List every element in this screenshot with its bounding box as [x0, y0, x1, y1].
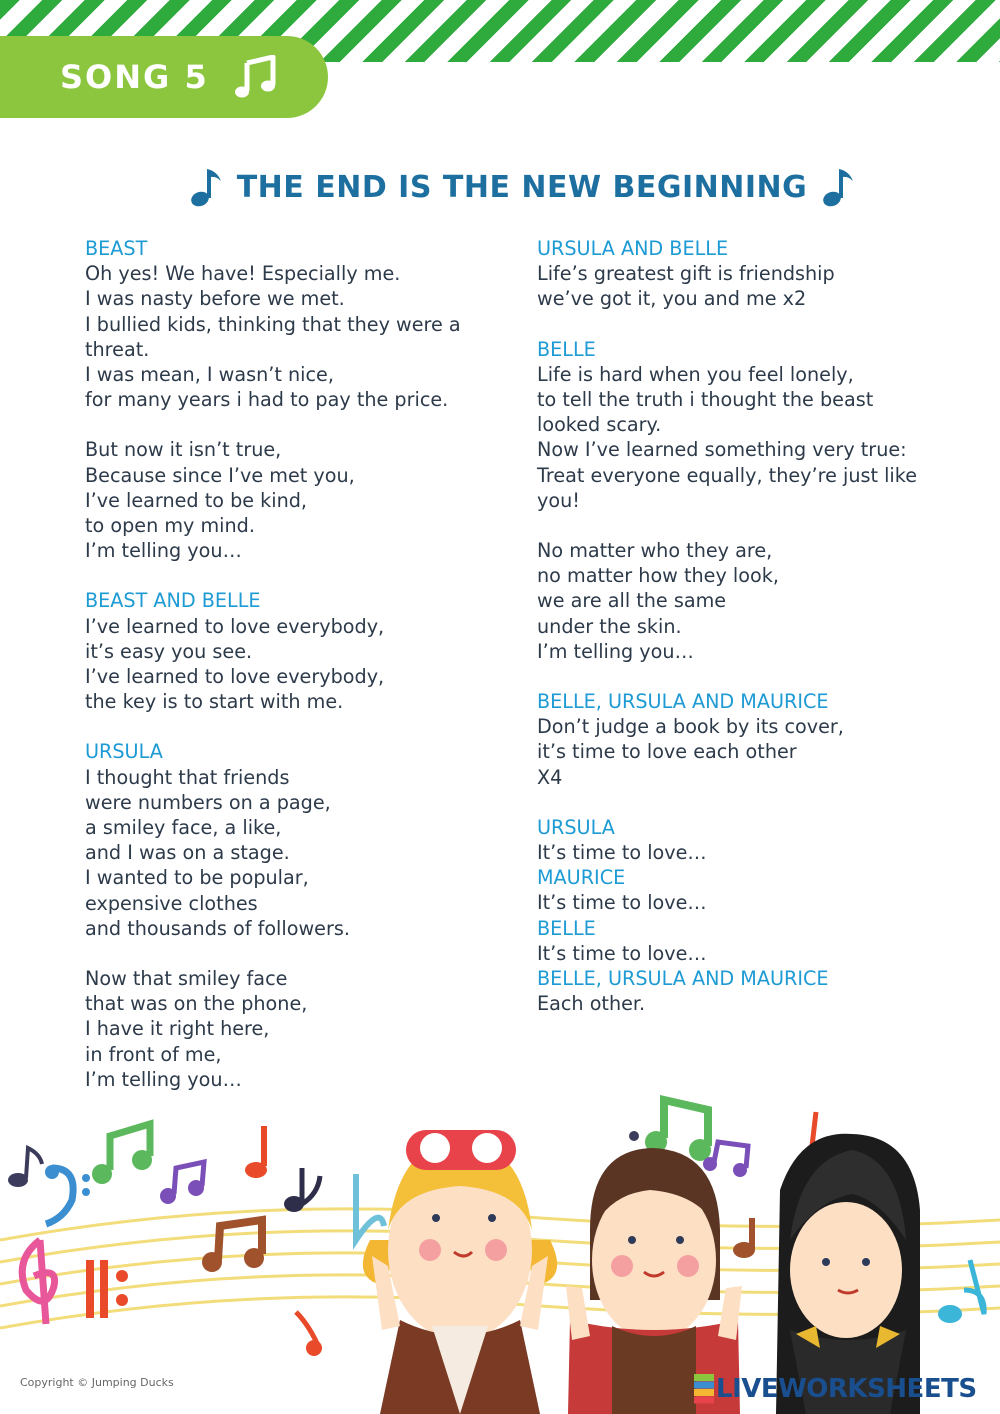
- stanza-gap: [537, 790, 957, 815]
- speaker-name: URSULA: [85, 740, 163, 764]
- lyric-line: I was nasty before we met.: [85, 287, 345, 311]
- lyric-line: But now it isn’t true,: [85, 438, 282, 462]
- lyrics-stanza: [85, 966, 505, 1092]
- speaker-name: BEAST AND BELLE: [85, 589, 261, 613]
- character-dark-hood: [776, 1134, 920, 1414]
- copyright-text: Copyright © Jumping Ducks: [20, 1376, 174, 1389]
- lyric-line: under the skin.: [537, 614, 682, 638]
- lyric-line: looked scary.: [537, 413, 662, 437]
- lyric-line: I’ve learned to love everybody,: [85, 614, 385, 638]
- liveworksheets-logo[interactable]: [694, 1374, 977, 1404]
- lyric-line: a smiley face, a like,: [85, 816, 282, 840]
- lyric-line: I’m telling you…: [537, 639, 694, 663]
- character-girl-goggles: [363, 1130, 557, 1414]
- lyric-line: for many years i had to pay the price.: [85, 388, 449, 412]
- lyrics-stanza: [537, 236, 957, 312]
- lyric-line: Life’s greatest gift is friendship: [537, 262, 835, 286]
- speaker-name: MAURICE: [537, 866, 626, 890]
- lyric-line: I’ve learned to be kind,: [85, 488, 308, 512]
- lyrics-stanza: [537, 337, 957, 513]
- liveworksheets-logo-icon: [694, 1374, 714, 1404]
- lyric-line: It’s time to love…: [537, 941, 707, 965]
- lyrics-left-column: [85, 236, 505, 1092]
- stanza-gap: [85, 412, 505, 437]
- stanza-gap: [85, 714, 505, 739]
- lyric-line: Oh yes! We have! Especially me.: [85, 262, 401, 286]
- lyric-line: It’s time to love…: [537, 841, 707, 865]
- lyrics-stanza: [85, 739, 505, 941]
- speaker-name: URSULA AND BELLE: [537, 237, 729, 260]
- song-title: THE END IS THE NEW BEGINNING: [236, 169, 808, 205]
- lyrics-stanza: [85, 588, 505, 714]
- lyric-line: I’m telling you…: [85, 1067, 242, 1091]
- lyric-line: Each other.: [537, 992, 646, 1016]
- lyric-line: I bullied kids, thinking that they were a: [85, 312, 461, 336]
- lyric-line: No matter who they are,: [537, 539, 773, 563]
- speaker-name: BELLE: [537, 337, 596, 361]
- lyric-line: to tell the truth i thought the beast: [537, 388, 874, 412]
- lyric-line: you!: [537, 488, 580, 512]
- lyric-line: Because since I’ve met you,: [85, 463, 355, 487]
- lyric-line: it’s time to love each other: [537, 740, 797, 764]
- brand-name: LIVEWORKSHEETS: [716, 1374, 977, 1404]
- stanza-gap: [85, 941, 505, 966]
- lyric-line: Life is hard when you feel lonely,: [537, 362, 854, 386]
- lyrics-stanza: [537, 689, 957, 790]
- lyric-line: and I was on a stage.: [85, 841, 290, 865]
- lyric-line: I was mean, I wasn’t nice,: [85, 363, 334, 387]
- lyric-line: Don’t judge a book by its cover,: [537, 715, 844, 739]
- lyrics-stanza: [537, 815, 957, 1017]
- lyric-line: expensive clothes: [85, 891, 258, 915]
- lyrics-right-column: [537, 236, 957, 1016]
- stanza-gap: [85, 563, 505, 588]
- stanza-gap: [537, 312, 957, 337]
- lyric-line: we’ve got it, you and me x2: [537, 287, 807, 311]
- speaker-name: BELLE, URSULA AND MAURICE: [537, 967, 829, 991]
- speaker-name: BELLE: [537, 916, 596, 940]
- lyric-line: Now that smiley face: [85, 967, 288, 991]
- lyrics-stanza: [537, 538, 957, 664]
- lyric-line: Now I’ve learned something very true:: [537, 438, 907, 462]
- speaker-name: BELLE, URSULA AND MAURICE: [537, 690, 829, 714]
- lyric-line: we are all the same: [537, 589, 727, 613]
- stanza-gap: [537, 664, 957, 689]
- song-title-row: [0, 162, 1000, 212]
- lyric-line: in front of me,: [85, 1042, 222, 1066]
- lyric-line: I wanted to be popular,: [85, 866, 309, 890]
- lyrics-stanza: [85, 437, 505, 563]
- lyric-line: Treat everyone equally, they’re just like: [537, 463, 917, 487]
- lyric-line: the key is to start with me.: [85, 690, 344, 714]
- lyric-line: and thousands of followers.: [85, 916, 350, 940]
- lyric-line: I’m telling you…: [85, 539, 242, 563]
- lyric-line: It’s time to love…: [537, 891, 707, 915]
- lyrics-stanza: [85, 236, 505, 412]
- lyric-line: were numbers on a page,: [85, 790, 331, 814]
- lyric-line: I’ve learned to love everybody,: [85, 665, 385, 689]
- music-note-icon: [821, 165, 855, 209]
- lyric-line: to open my mind.: [85, 514, 255, 538]
- speaker-name: URSULA: [537, 815, 615, 839]
- song-number-tab: [0, 36, 328, 118]
- lyric-line: I thought that friends: [85, 765, 290, 789]
- speaker-name: BEAST: [85, 237, 148, 260]
- music-note-icon: [235, 55, 277, 99]
- lyric-line: no matter how they look,: [537, 564, 779, 588]
- stanza-gap: [537, 513, 957, 538]
- lyric-line: that was on the phone,: [85, 992, 308, 1016]
- lyric-line: threat.: [85, 337, 150, 361]
- lyric-line: it’s easy you see.: [85, 639, 253, 663]
- lyric-line: I have it right here,: [85, 1017, 270, 1041]
- characters-illustration: [0, 1090, 1000, 1414]
- song-label: SONG 5: [60, 58, 209, 96]
- lyric-line: X4: [537, 765, 563, 789]
- music-note-icon: [189, 165, 223, 209]
